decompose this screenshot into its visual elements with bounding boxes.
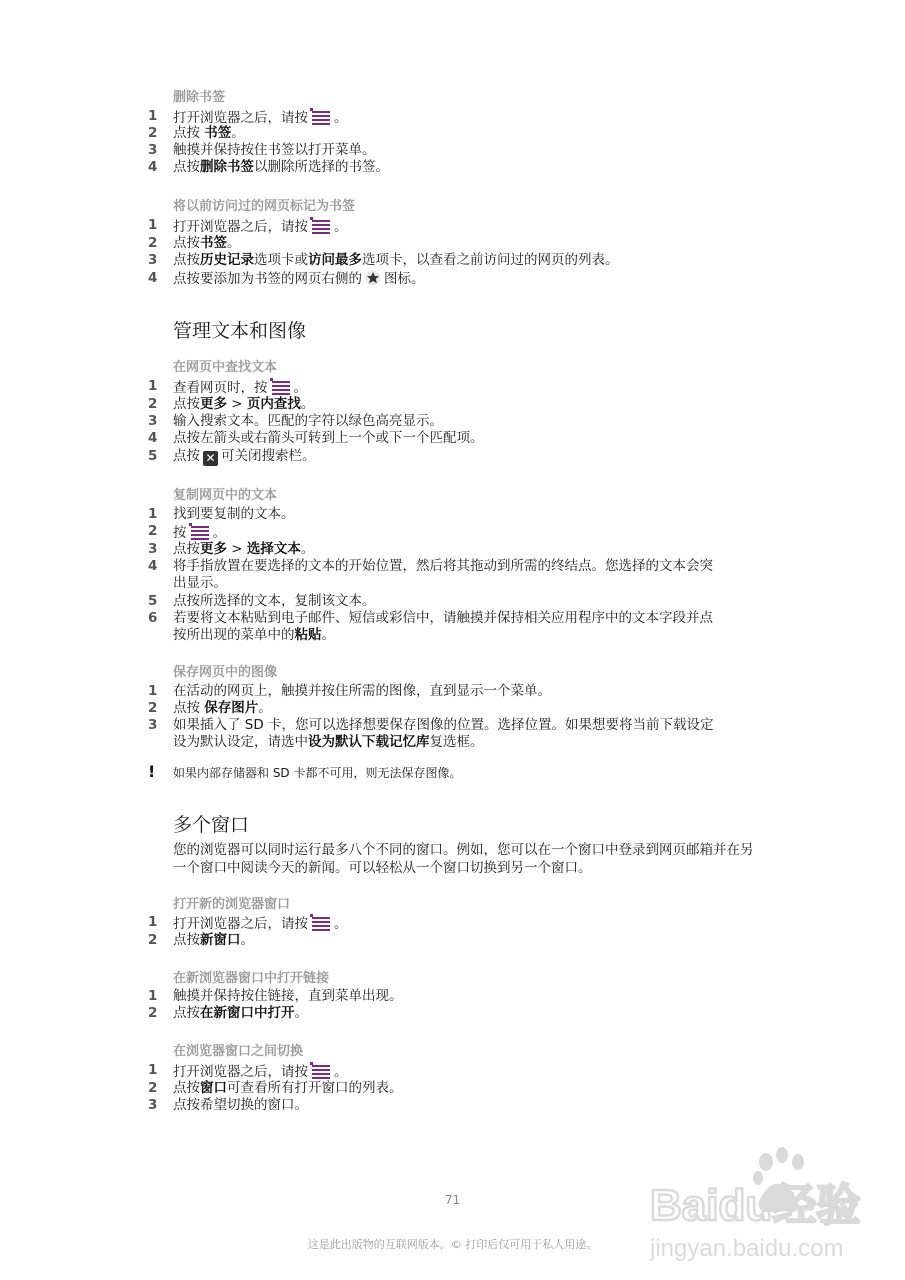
step-number: 3 [148,142,158,158]
menu-icon [310,217,332,234]
step-number: 1 [148,988,158,1004]
step-text: 点按 [173,159,200,175]
footer-note: 这是此出版物的互联网版本。© 打印后仅可用于私人用途。 [307,1238,598,1251]
step-number: 4 [148,558,158,574]
section-heading-manage-text: 管理文本和图像 [173,320,307,342]
step-text: 打开浏览器之后，请按 [173,110,308,126]
subhead-open-link: 在新浏览器窗口中打开链接 [173,971,330,986]
step-text-end: 。 [227,235,241,251]
step-number: 3 [148,413,158,429]
step-text-end: 图标。 [384,271,425,287]
section-heading-multi-window: 多个窗口 [173,814,250,836]
step-text: 点按 [173,700,205,716]
step-number: 3 [148,541,158,557]
step-number: 3 [148,252,158,268]
step-text-end: 。 [212,525,226,541]
step-text: 若要将文本粘贴到电子邮件、短信或彩信中，请触摸并保持相关应用程序中的文本字段并点按所出现的菜单中的 [173,610,713,643]
step-bold: 新窗口 [200,932,241,948]
step-text-end: 复选框。 [429,734,484,750]
step-bold: 粘贴 [294,627,322,643]
menu-icon [310,108,332,125]
note-text: 如果内部存储器和 SD 卡都不可用，则无法保存图像。 [173,766,462,780]
step-number: 3 [148,1097,158,1113]
step-text-end: 。 [300,541,315,557]
step-number: 2 [148,1005,158,1021]
star-icon [365,270,381,286]
step-text: 点按希望切换的窗口。 [173,1097,308,1113]
step-bold: 更多 [200,541,227,557]
step-text-mid: > [227,541,247,557]
subhead-open-window: 打开新的浏览器窗口 [173,897,291,912]
step-text: 如果插入了 SD 卡，您可以选择想要保存图像的位置。选择位置。如果想要将当前下载设定设为默认设定，请选中 [173,717,714,750]
svg-text:Baidu经验: Baidu经验 [650,1181,861,1230]
subhead-save-image: 保存网页中的图像 [173,665,278,680]
step-text-mid: 选项卡或 [254,252,308,268]
step-text: 找到要复制的文本。 [173,506,295,522]
step-text-end: 。 [293,380,307,396]
step-number: 2 [148,125,158,141]
step-text-end: 。 [334,219,348,235]
step-number: 1 [148,108,158,124]
step-text: 点按 [173,1080,200,1096]
subhead-bookmark-visited: 将以前访问过的网页标记为书签 [173,199,356,214]
step-number: 1 [148,1062,158,1078]
subhead-delete-bookmark: 删除书签 [173,90,226,105]
step-text-end: 。 [300,396,315,412]
close-icon: ✕ [203,451,218,466]
step-text: 点按 [173,1005,200,1021]
step-number: 2 [148,396,158,412]
step-number: 4 [148,430,158,446]
step-text: 点按 [173,396,200,412]
step-number: 2 [148,700,158,716]
step-text-end: 。 [334,916,348,932]
step-number: 1 [148,683,158,699]
step-text: 打开浏览器之后，请按 [173,916,308,932]
step-text-end: 。 [294,1005,308,1021]
step-text: 查看网页时，按 [173,380,268,396]
step-text: 在活动的网页上，触摸并按住所需的图像，直到显示一个菜单。 [173,683,551,699]
svg-text:jingyan.baidu.com: jingyan.baidu.com [650,1235,844,1262]
menu-icon [270,378,292,395]
menu-icon [310,914,332,931]
step-text-end: 可关闭搜索栏。 [221,448,316,464]
subhead-find-text: 在网页中查找文本 [173,360,278,375]
step-text: 触摸并保持按住链接，直到菜单出现。 [173,988,403,1004]
step-number: 2 [148,1080,158,1096]
step-text-mid: > [227,396,247,412]
step-text-end: 。 [334,110,348,126]
step-text: 点按 [173,932,200,948]
step-bold: 选择文本 [246,541,301,557]
step-number: 1 [148,378,158,394]
step-text: 点按 [173,252,200,268]
step-text: 输入搜索文本。匹配的字符以绿色高亮显示。 [173,413,443,429]
step-bold: 访问最多 [308,252,362,268]
step-bold: 删除书签 [200,159,254,175]
step-text: 点按 [173,235,200,251]
step-number: 2 [148,235,158,251]
step-number: 2 [148,523,158,539]
step-text: 触摸并保持按住书签以打开菜单。 [173,142,376,158]
step-bold: 保存图片 [204,700,259,716]
step-number: 3 [148,717,158,733]
step-text-end: 选项卡，以查看之前访问过的网页的列表。 [362,252,619,268]
step-text: 打开浏览器之后，请按 [173,1064,308,1080]
step-text: 将手指放置在要选择的文本的开始位置，然后将其拖动到所需的终结点。您选择的文本会突出显示。 [173,558,713,591]
step-text: 点按 [173,541,200,557]
step-text: 点按左箭头或右箭头可转到上一个或下一个匹配项。 [173,430,484,446]
step-text-end: 。 [321,627,335,643]
step-number: 1 [148,506,158,522]
subhead-switch-window: 在浏览器窗口之间切换 [173,1044,304,1059]
step-text: 打开浏览器之后，请按 [173,219,308,235]
step-number: 1 [148,914,158,930]
subhead-copy-text: 复制网页中的文本 [173,488,278,503]
menu-icon [189,523,211,540]
step-text-end: 。 [334,1064,348,1080]
step-bold: 历史记录 [200,252,254,268]
menu-icon [310,1062,332,1079]
step-bold: 窗口 [200,1080,227,1096]
step-text: 点按 [173,448,200,464]
step-number: 1 [148,217,158,233]
step-text-end: 可查看所有打开窗口的列表。 [227,1080,403,1096]
step-bold: 更多 [200,396,227,412]
step-number: 4 [148,270,158,286]
step-text: 按 [173,525,187,541]
exclamation-icon: ! [148,762,156,781]
step-text: 点按要添加为书签的网页右侧的 [173,271,362,287]
step-bold: 书签 [204,125,232,141]
intro-paragraph: 您的浏览器可以同时运行最多八个不同的窗口。例如，您可以在一个窗口中登录到网页邮箱并在另一个窗口中阅读今天的新闻。可以轻松从一个窗口切换到另一个窗口。 [173,842,754,876]
step-bold: 书签 [200,235,227,251]
step-text-end: 。 [240,932,254,948]
step-number: 5 [148,448,158,464]
step-bold: 在新窗口中打开 [200,1005,295,1021]
step-bold: 页内查找 [246,396,301,412]
step-text: 点按所选择的文本，复制该文本。 [173,593,376,609]
step-text: 点按 [173,125,205,141]
step-text-end: 。 [231,125,245,141]
step-number: 4 [148,159,158,175]
page-number: 71 [444,1193,461,1207]
step-text-end: 以删除所选择的书签。 [254,159,389,175]
baidu-watermark-logo [648,1140,878,1270]
step-number: 2 [148,932,158,948]
step-number: 6 [148,610,158,626]
step-number: 5 [148,593,158,609]
step-text-end: 。 [258,700,272,716]
step-bold: 设为默认下载记忆库 [308,734,430,750]
